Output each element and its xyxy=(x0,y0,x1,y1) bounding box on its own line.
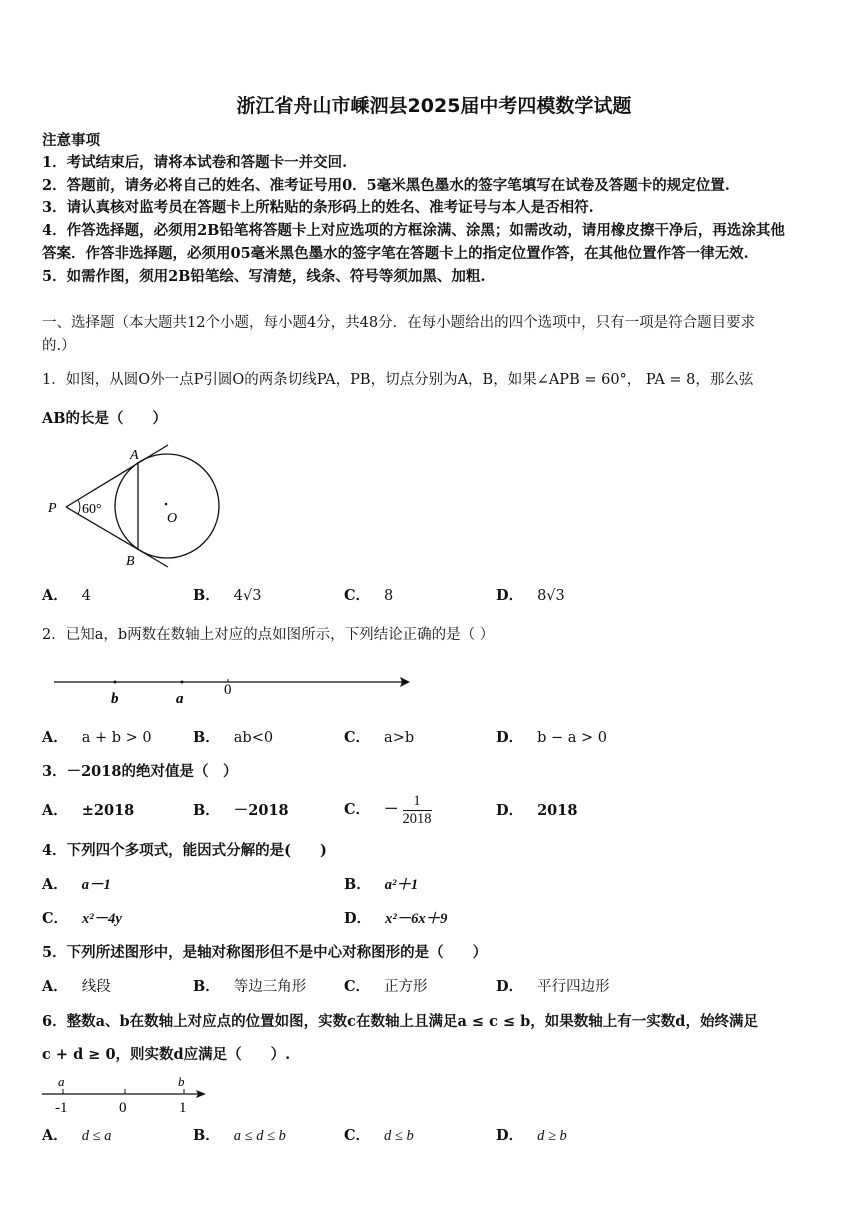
tick-0: 0 xyxy=(119,1100,127,1116)
label-b: b xyxy=(111,691,119,707)
notice-item-1: 1．考试结束后，请将本试卷和答题卡一并交回. xyxy=(42,154,348,171)
label-a: a xyxy=(176,691,184,707)
q6-option-b: B． a ≤ d ≤ b xyxy=(193,1127,286,1144)
q2-option-a: A． a + b > 0 xyxy=(42,729,152,746)
question-1-figure xyxy=(40,440,230,575)
q5-option-a: A． 线段 xyxy=(42,978,111,995)
angle-arc xyxy=(78,500,80,514)
q3-option-c: C． － $\frac{1}{2018}$ xyxy=(344,792,432,827)
tangent-pa xyxy=(66,445,168,507)
q3-option-a: A． ±2018 xyxy=(42,802,135,819)
q1-option-d: D． 8√3 xyxy=(496,587,565,604)
q5-option-b: B． 等边三角形 xyxy=(193,978,307,995)
notice-item-4: 4．作答选择题，必须用2B铅笔将答题卡上对应选项的方框涂满、涂黑；如需改动，请用橡皮擦干净后，再选涂其他 xyxy=(42,222,785,239)
question-6-number-line xyxy=(38,1072,218,1118)
question-6-stem-cont: c + d ≥ 0，则实数d应满足（ ）. xyxy=(42,1046,291,1063)
label-b: B xyxy=(126,554,135,569)
q3-option-b: B． －2018 xyxy=(193,802,289,819)
question-3-stem: 3．－2018的绝对值是（ ） xyxy=(42,763,238,780)
notice-heading: 注意事项 xyxy=(42,132,100,149)
question-2-stem: 2．已知a，b两数在数轴上对应的点如图所示，下列结论正确的是（ ） xyxy=(42,627,495,643)
q5-option-d: D． 平行四边形 xyxy=(496,978,610,995)
question-2-number-line xyxy=(50,670,420,710)
point-b xyxy=(114,681,117,684)
label-a: A xyxy=(130,448,139,463)
q4-option-d: D． x²－6x＋9 xyxy=(344,910,448,927)
label-o: O xyxy=(167,511,178,526)
section-heading-cont: 的.） xyxy=(42,338,76,354)
notice-item-5: 5．如需作图，须用2B铅笔绘、写清楚，线条、符号等须加黑、加粗. xyxy=(42,268,486,285)
q6-option-c: C． d ≤ b xyxy=(344,1127,414,1144)
q2-option-d: D． b − a > 0 xyxy=(496,729,607,746)
question-6-stem: 6．整数a、b在数轴上对应点的位置如图，实数c在数轴上且满足a ≤ c ≤ b，如果数轴上有一实数d，始终满足 xyxy=(42,1013,758,1030)
label-angle: 60° xyxy=(82,502,102,517)
tick-minus-1: -1 xyxy=(55,1100,68,1116)
tick-1: 1 xyxy=(179,1100,187,1116)
label-a: a xyxy=(58,1074,65,1089)
label-zero: 0 xyxy=(224,682,232,698)
notice-item-3: 3．请认真核对监考员在答题卡上所粘贴的条形码上的姓名、准考证号与本人是否相符. xyxy=(42,199,594,216)
point-a xyxy=(181,681,184,684)
q6-option-a: A． d ≤ a xyxy=(42,1127,112,1144)
notice-item-2: 2．答题前，请务必将自己的姓名、准考证号用0．5毫米黑色墨水的签字笔填写在试卷及答题卡的规定位置. xyxy=(42,177,730,194)
notice-item-4-cont: 答案．作答非选择题，必须用05毫米黑色墨水的签字笔在答题卡上的指定位置作答，在其他位置作答一律无效. xyxy=(42,245,749,262)
q1-option-c: C． 8 xyxy=(344,587,394,604)
question-1-stem-cont: AB的长是（ ） xyxy=(42,410,168,427)
q2-option-b: B． ab<0 xyxy=(193,729,274,746)
label-b: b xyxy=(178,1074,185,1089)
page-title: 浙江省舟山市嵊泗县2025届中考四模数学试题 xyxy=(236,95,632,117)
q4-option-b: B． a²＋1 xyxy=(344,876,419,893)
q6-option-d: D． d ≥ b xyxy=(496,1127,567,1144)
q5-option-c: C． 正方形 xyxy=(344,978,428,995)
question-1-stem: 1．如图，从圆O外一点P引圆O的两条切线PA，PB，切点分别为A，B，如果∠APB = 60°， PA = 8，那么弦 xyxy=(42,372,754,388)
circle-o xyxy=(115,454,219,558)
question-5-stem: 5．下列所述图形中，是轴对称图形但不是中心对称图形的是（ ） xyxy=(42,944,488,961)
q4-option-c: C． x²－4y xyxy=(42,910,122,927)
fraction: $\frac{1}{2018}$ xyxy=(402,792,432,827)
q1-option-b: B． 4√3 xyxy=(193,587,262,604)
q3-option-d: D． 2018 xyxy=(496,802,578,819)
q1-option-a: A． 4 xyxy=(42,587,91,604)
center-point xyxy=(165,503,168,506)
label-p: P xyxy=(48,501,57,516)
question-4-stem: 4．下列四个多项式，能因式分解的是( ) xyxy=(42,842,327,859)
q2-option-c: C． a>b xyxy=(344,729,415,746)
q4-option-a: A． a－1 xyxy=(42,876,111,893)
section-heading: 一、选择题（本大题共12个小题，每小题4分，共48分．在每小题给出的四个选项中，只有一项是符合题目要求 xyxy=(42,315,756,331)
